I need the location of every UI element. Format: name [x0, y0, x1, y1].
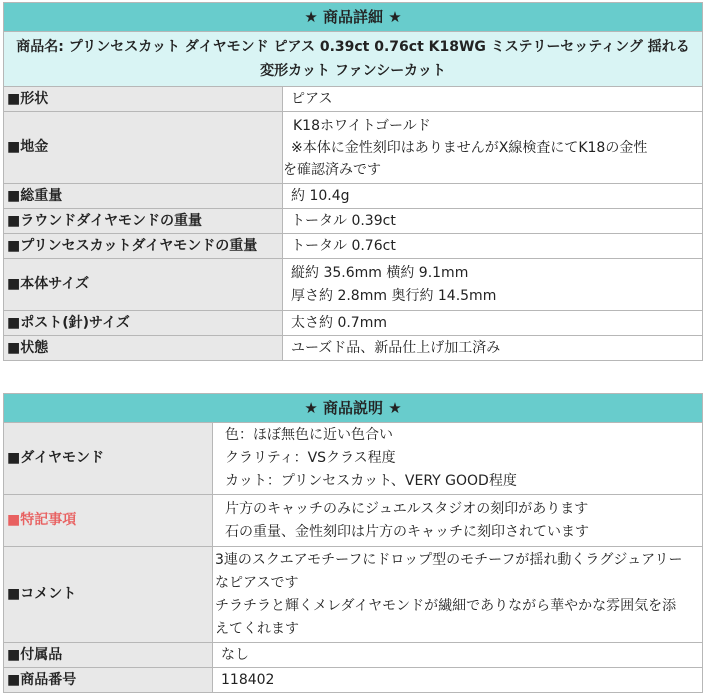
total-weight-value: 約 10.4g	[283, 184, 703, 209]
diamond-clarity: クラリティ：VSクラス程度	[225, 450, 396, 466]
product-number-value: 118402	[213, 668, 703, 693]
shape-value: ピアス	[283, 87, 703, 112]
comment-label: ■コメント	[4, 547, 213, 643]
diamond-cut: カット：プリンセスカット、VERY GOOD程度	[225, 473, 517, 489]
round-diamond-weight-value: トータル 0.39ct	[283, 209, 703, 234]
diamond-color: 色：ほぼ無色に近い色合い	[225, 427, 393, 443]
post-size-label: ■ポスト(針)サイズ	[4, 311, 283, 336]
body-size-line-1: 縦約 35.6mm 横約 9.1mm	[291, 264, 469, 281]
details-header: ★ 商品詳細 ★	[4, 3, 703, 32]
metal-label: ■地金	[4, 112, 283, 184]
description-header: ★ 商品説明 ★	[4, 394, 703, 423]
metal-value	[283, 112, 703, 184]
round-diamond-weight-label: ■ラウンドダイヤモンドの重量	[4, 209, 283, 234]
comment-line-2: なピアスです	[215, 574, 299, 591]
body-size-line-2: 厚さ約 2.8mm 奥行約 14.5mm	[291, 287, 497, 304]
shape-label: ■形状	[4, 87, 283, 112]
special-notes-label: ■特記事項	[4, 495, 213, 547]
diamond-label: ■ダイヤモンド	[4, 423, 213, 495]
body-size-value	[283, 259, 703, 311]
product-name: 商品名: プリンセスカット ダイヤモンド ピアス 0.39ct 0.76ct K18WG ミステリーセッティング 揺れる 変形カット ファンシーカット	[4, 32, 703, 87]
post-size-value: 太さ約 0.7mm	[283, 311, 703, 336]
comment-line-4: えてくれます	[215, 620, 299, 637]
special-note-2: 石の重量、金性刻印は片方のキャッチに刻印されています	[225, 523, 589, 540]
condition-label: ■状態	[4, 336, 283, 361]
special-notes-value	[213, 495, 703, 547]
metal-line-3: を確認済みです	[283, 161, 381, 178]
accessories-value: なし	[213, 643, 703, 668]
comment-value	[213, 547, 703, 643]
description-table	[3, 393, 703, 693]
product-number-label: ■商品番号	[4, 668, 213, 693]
special-note-1: 片方のキャッチのみにジュエルスタジオの刻印があります	[225, 500, 589, 517]
comment-line-1: 3連のスクエアモチーフにドロップ型のモチーフが揺れ動くラグジュアリー	[215, 551, 683, 568]
condition-value: ユーズド品、新品仕上げ加工済み	[283, 336, 703, 361]
metal-line-1: K18ホワイトゴールド	[293, 117, 431, 134]
princess-diamond-weight-label: ■プリンセスカットダイヤモンドの重量	[4, 234, 283, 259]
details-table	[3, 2, 703, 361]
diamond-value	[213, 423, 703, 495]
accessories-label: ■付属品	[4, 643, 213, 668]
metal-line-2: ※本体に金性刻印はありませんがX線検査にてK18の金性	[291, 139, 648, 156]
body-size-label: ■本体サイズ	[4, 259, 283, 311]
princess-diamond-weight-value: トータル 0.76ct	[283, 234, 703, 259]
comment-line-3: チラチラと輝くメレダイヤモンドが繊細でありながら華やかな雰囲気を添	[215, 597, 677, 614]
total-weight-label: ■総重量	[4, 184, 283, 209]
